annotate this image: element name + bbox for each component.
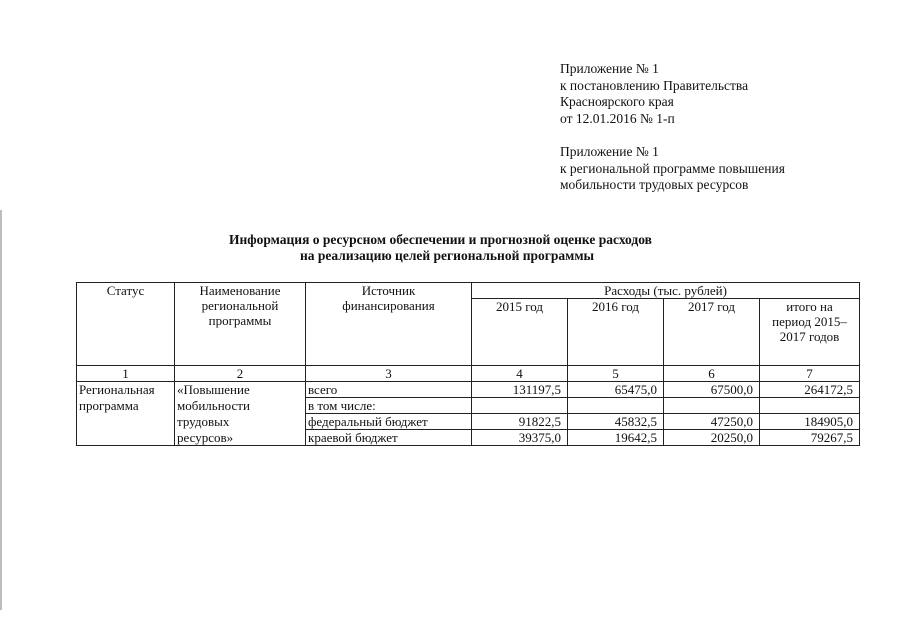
column-number: 3 xyxy=(306,366,472,382)
value-total: 79267,5 xyxy=(760,430,860,446)
header-source: Источник финансирования xyxy=(306,283,472,366)
value-2015: 131197,5 xyxy=(472,382,568,398)
value-2015 xyxy=(472,398,568,414)
value-2016: 45832,5 xyxy=(568,414,664,430)
annex-line: к постановлению Правительства xyxy=(560,77,749,93)
source-cell: краевой бюджет xyxy=(306,430,472,446)
annex-line: Приложение № 1 xyxy=(560,144,659,159)
value-2015: 91822,5 xyxy=(472,414,568,430)
source-cell: в том числе: xyxy=(306,398,472,414)
column-number: 7 xyxy=(760,366,860,382)
source-cell: всего xyxy=(306,382,472,398)
header-year-2017: 2017 год xyxy=(664,299,760,366)
table-row xyxy=(77,398,860,414)
annex-line: мобильности трудовых ресурсов xyxy=(560,177,749,192)
status-cell xyxy=(77,414,175,430)
value-2017: 67500,0 xyxy=(664,382,760,398)
value-2016 xyxy=(568,398,664,414)
value-2017: 20250,0 xyxy=(664,430,760,446)
column-number: 2 xyxy=(175,366,306,382)
status-cell: Региональная xyxy=(77,382,175,398)
annex-block-program xyxy=(560,144,880,194)
source-cell: федеральный бюджет xyxy=(306,414,472,430)
program-cell: мобильности xyxy=(175,398,306,414)
annex-line: к региональной программе повышения xyxy=(560,160,785,176)
column-numbers-row xyxy=(77,366,860,382)
header-total: итого на период 2015–2017 годов xyxy=(760,299,860,366)
value-total xyxy=(760,398,860,414)
header-row-1 xyxy=(77,283,860,299)
column-number: 6 xyxy=(664,366,760,382)
value-total: 184905,0 xyxy=(760,414,860,430)
title-line-1: Информация о ресурсном обеспечении и прогнозной оценке расходов xyxy=(229,232,652,247)
title-line-2: на реализацию целей региональной программы xyxy=(300,248,595,263)
header-status: Статус xyxy=(77,283,175,366)
header-expenses: Расходы (тыс. рублей) xyxy=(472,283,860,299)
header-year-2015: 2015 год xyxy=(472,299,568,366)
status-cell xyxy=(77,430,175,446)
column-number: 4 xyxy=(472,366,568,382)
program-cell: трудовых xyxy=(175,414,306,430)
value-2016: 65475,0 xyxy=(568,382,664,398)
value-2015: 39375,0 xyxy=(472,430,568,446)
column-number: 1 xyxy=(77,366,175,382)
annex-line: от 12.01.2016 № 1-п xyxy=(560,110,675,126)
resource-table xyxy=(76,282,860,446)
header-program-name: Наименование региональной программы xyxy=(175,283,306,366)
annex-line: Красноярского края xyxy=(560,94,674,109)
scan-edge-shadow xyxy=(0,210,2,610)
table-row xyxy=(77,414,860,430)
table-row xyxy=(77,382,860,398)
annex-block-resolution xyxy=(560,61,880,127)
status-cell: программа xyxy=(77,398,175,414)
value-total: 264172,5 xyxy=(760,382,860,398)
value-2017: 47250,0 xyxy=(664,414,760,430)
column-number: 5 xyxy=(568,366,664,382)
annex-line: Приложение № 1 xyxy=(560,61,659,76)
table-row xyxy=(77,430,860,446)
header-year-2016: 2016 год xyxy=(568,299,664,366)
value-2017 xyxy=(664,398,760,414)
program-cell: ресурсов» xyxy=(175,430,306,446)
value-2016: 19642,5 xyxy=(568,430,664,446)
program-cell: «Повышение xyxy=(175,382,306,398)
